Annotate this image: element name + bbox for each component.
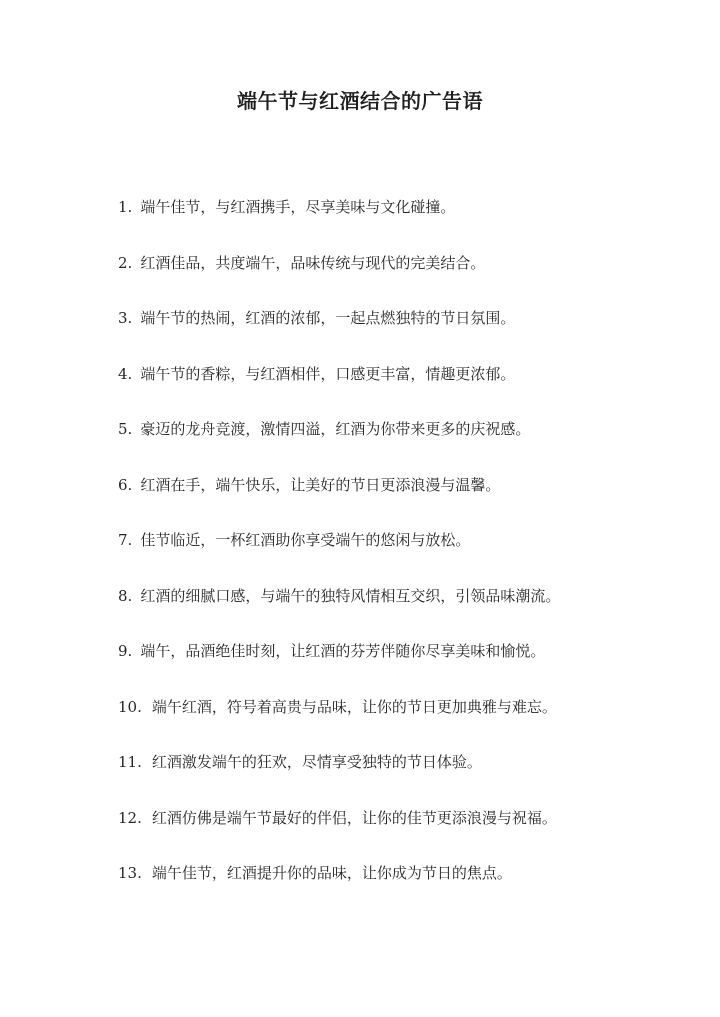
item-number: 13. (118, 864, 142, 882)
item-text: 红酒的细腻口感，与端午的独特风情相互交织，引领品味潮流。 (140, 586, 561, 605)
item-text: 端午节的热闹，红酒的浓郁，一起点燃独特的节日氛围。 (140, 309, 516, 327)
page-title: 端午节与红酒结合的广告语 (237, 89, 483, 113)
item-text: 端午，品酒绝佳时刻，让红酒的芬芳伴随你尽享美味和愉悦。 (140, 642, 546, 660)
item-number: 1. (118, 198, 133, 216)
item-text: 红酒激发端午的狂欢，尽情享受独特的节日体验。 (151, 753, 482, 771)
item-number: 3. (118, 309, 133, 327)
item-text: 红酒佳品，共度端午，品味传统与现代的完美结合。 (140, 253, 486, 272)
item-text: 豪迈的龙舟竞渡，激情四溢，红酒为你带来更多的庆祝感。 (140, 420, 531, 438)
item-text: 端午节的香粽，与红酒相伴，口感更丰富，情趣更浓郁。 (140, 364, 516, 383)
list-item (118, 859, 708, 915)
list-item (118, 637, 708, 693)
slogan-list (118, 193, 708, 915)
item-text: 红酒仿佛是端午节最好的伴侣，让你的佳节更添浪漫与祝福。 (151, 808, 557, 827)
list-item (118, 526, 708, 582)
item-number: 10. (118, 697, 142, 716)
item-number: 2. (118, 253, 133, 272)
item-number: 12. (118, 808, 142, 827)
list-item (118, 415, 708, 471)
list-item (118, 304, 708, 360)
list-item (118, 748, 708, 804)
item-number: 6. (118, 475, 133, 494)
list-item (118, 804, 708, 860)
item-text: 端午佳节，红酒提升你的品味，让你成为节日的焦点。 (151, 864, 512, 882)
item-number: 5. (118, 420, 133, 438)
item-number: 4. (118, 364, 133, 383)
item-text: 佳节临近，一杯红酒助你享受端午的悠闲与放松。 (140, 531, 471, 549)
item-number: 9. (118, 642, 133, 660)
item-number: 7. (118, 531, 133, 549)
item-text: 端午佳节，与红酒携手，尽享美味与文化碰撞。 (140, 198, 456, 216)
list-item (118, 193, 708, 249)
list-item (118, 249, 708, 305)
item-number: 11. (118, 753, 142, 771)
list-item (118, 582, 708, 638)
item-number: 8. (118, 586, 133, 605)
list-item (118, 693, 708, 749)
list-item (118, 360, 708, 416)
list-item (118, 471, 708, 527)
item-text: 红酒在手，端午快乐，让美好的节日更添浪漫与温馨。 (140, 475, 501, 494)
item-text: 端午红酒，符号着高贵与品味，让你的节日更加典雅与难忘。 (151, 697, 557, 716)
